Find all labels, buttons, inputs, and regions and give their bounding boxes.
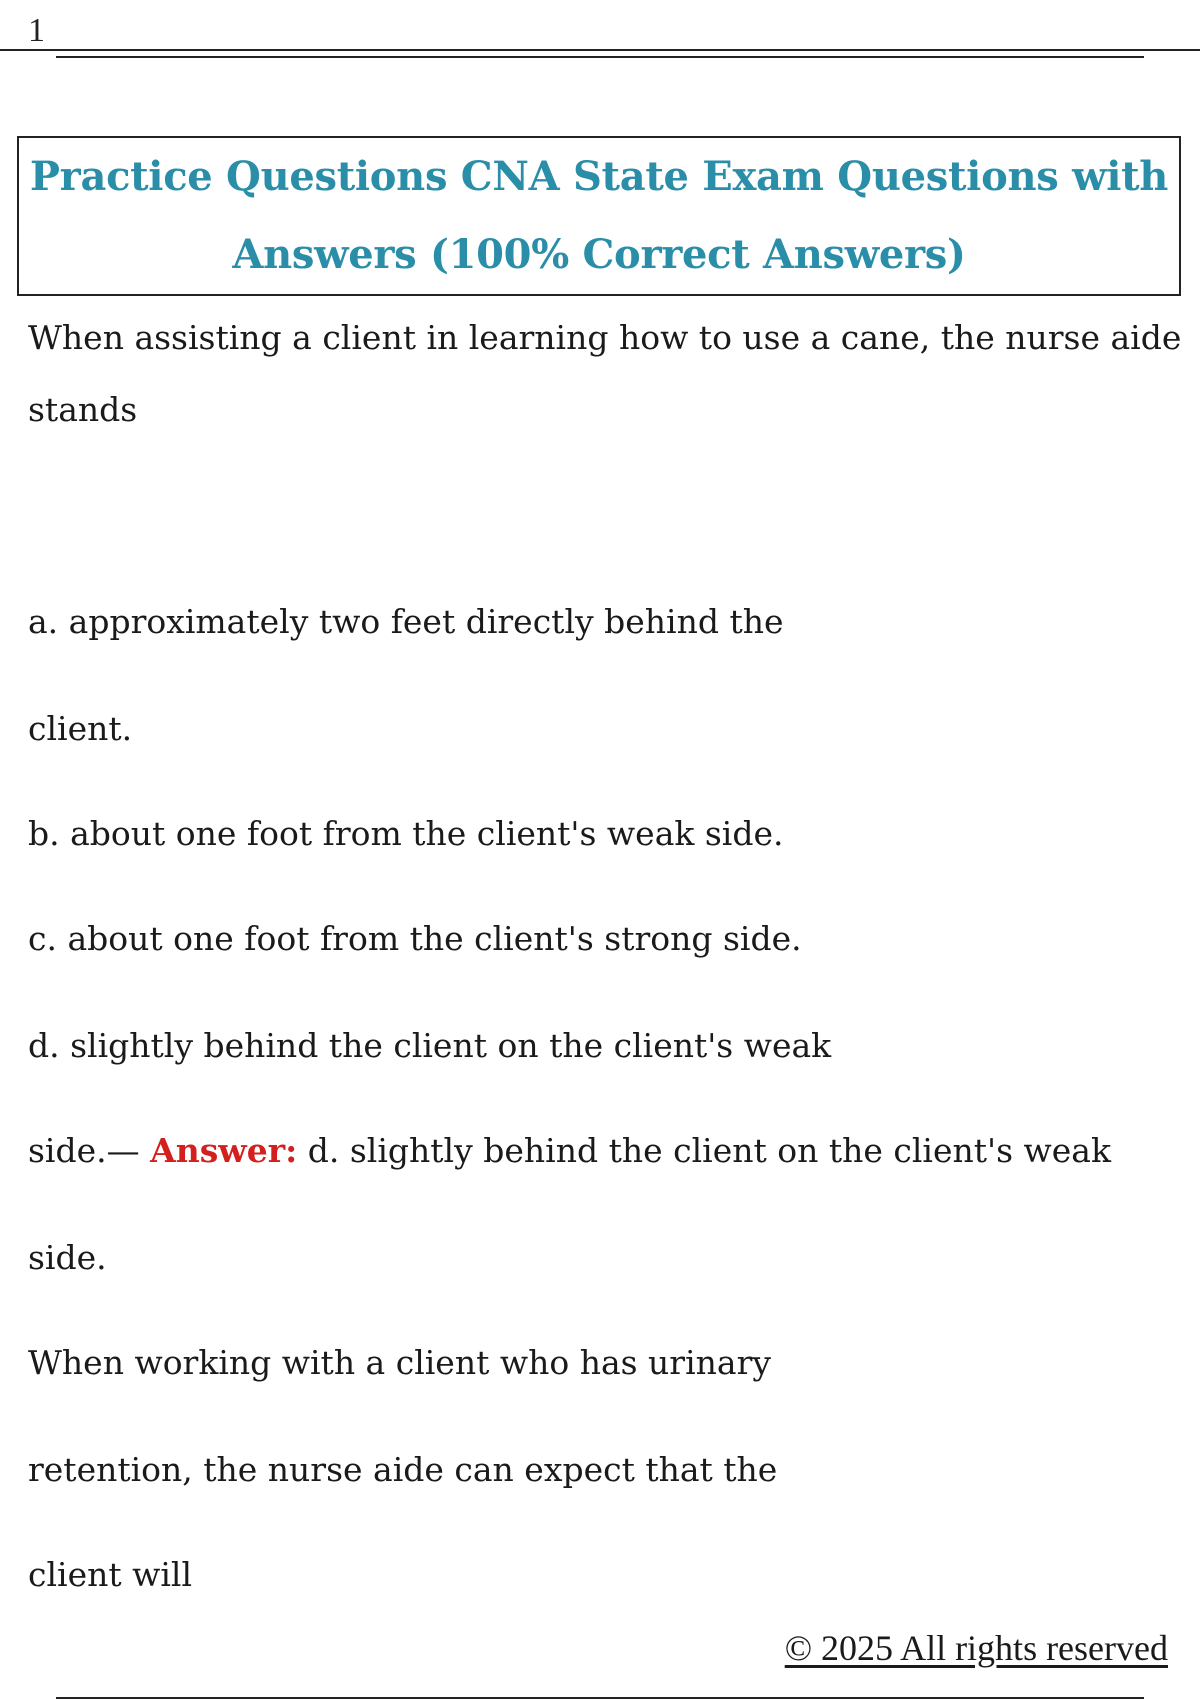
question-1-option-b: b. about one foot from the client's weak side. — [28, 814, 784, 853]
header-rule-secondary — [56, 56, 1144, 58]
question-1-answer-line — [28, 1131, 1111, 1171]
title-line-2: Answers (100% Correct Answers) — [232, 231, 966, 278]
document-title — [30, 138, 1168, 294]
question-1-answer-line-2: side. — [28, 1238, 107, 1277]
question-2-stem-line-3: client will — [28, 1555, 193, 1594]
question-1-option-c: c. about one foot from the client's strong side. — [28, 919, 802, 958]
answer-text: d. slightly behind the client on the client's weak — [297, 1131, 1111, 1170]
answer-label: Answer: — [150, 1131, 298, 1170]
option-d-line-2: side.— — [28, 1131, 151, 1170]
question-1-stem-line-2: stands — [28, 390, 138, 429]
header-rule — [0, 49, 1200, 51]
question-1-option-d-line-1: d. slightly behind the client on the client's weak — [28, 1026, 832, 1065]
page-number: 1 — [28, 12, 45, 49]
question-2-stem-line-2: retention, the nurse aide can expect that the — [28, 1450, 778, 1489]
title-box — [17, 136, 1181, 296]
footer-rule — [56, 1697, 1144, 1699]
question-2-stem-line-1: When working with a client who has urinary — [28, 1343, 771, 1382]
question-1-option-a-line-1: a. approximately two feet directly behind the — [28, 602, 784, 641]
question-1-option-a-line-2: client. — [28, 709, 133, 748]
copyright-notice: © 2025 All rights reserved — [784, 1628, 1168, 1668]
title-line-1: Practice Questions CNA State Exam Questions with — [29, 153, 1169, 200]
question-1-stem-line-1: When assisting a client in learning how to use a cane, the nurse aide — [28, 318, 1182, 357]
